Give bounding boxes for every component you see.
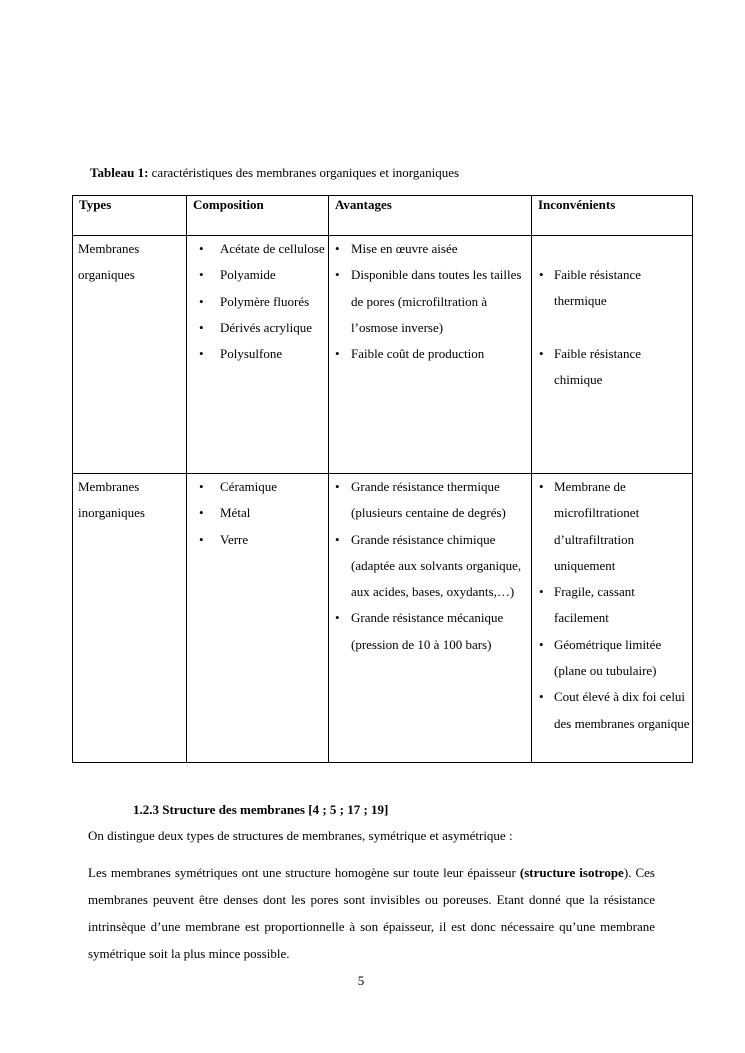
- section-heading: 1.2.3 Structure des membranes [4 ; 5 ; 17 ; 19]: [133, 802, 389, 817]
- composition-list: [187, 474, 328, 553]
- list-item: • Géométrique limitée (plane ou tubulaire): [532, 632, 692, 685]
- para-bold: (structure isotrope: [519, 865, 624, 880]
- list-item: • Acétate de cellulose: [187, 236, 328, 262]
- avantages-list: [329, 474, 531, 658]
- list-item: • Faible résistance thermique: [532, 262, 692, 315]
- row-type-cell: Membranes inorganiques: [73, 474, 187, 763]
- composition-list: [187, 236, 328, 367]
- list-item: • Mise en œuvre aisée: [329, 236, 531, 262]
- header-inconvenients: Inconvénients: [532, 196, 693, 236]
- list-item: • Polysulfone: [187, 341, 328, 367]
- row-type-cell: Membranes organiques: [73, 236, 187, 474]
- header-composition: Composition: [187, 196, 329, 236]
- avantages-cell: [329, 236, 532, 474]
- list-item: • Polymère fluorés: [187, 289, 328, 315]
- list-item: • Dérivés acrylique: [187, 315, 328, 341]
- list-item: • Céramique: [187, 474, 328, 500]
- page-number: 5: [357, 973, 365, 988]
- composition-cell: [187, 236, 329, 474]
- table-header-row: [73, 196, 693, 236]
- avantages-cell: [329, 474, 532, 763]
- body-paragraph: [88, 859, 655, 967]
- table-row: [73, 474, 693, 763]
- table-caption: [90, 165, 459, 181]
- header-avantages: Avantages: [329, 196, 532, 236]
- caption-label: Tableau 1:: [90, 165, 149, 180]
- list-item: • Grande résistance chimique (adaptée aux solvants organique, aux acides, bases, oxydants,…): [329, 527, 531, 606]
- list-item: • Fragile, cassant facilement: [532, 579, 692, 632]
- avantages-list: [329, 236, 531, 367]
- list-item: • Grande résistance mécanique (pression de 10 à 100 bars): [329, 605, 531, 658]
- inconvenients-cell: [532, 474, 693, 763]
- inconvenients-list: [532, 262, 692, 393]
- para-start: Les membranes symétriques ont une structure homogène sur toute leur épaisseur: [88, 865, 520, 880]
- inconvenients-cell: [532, 236, 693, 474]
- para-rest: ). Ces membranes peuvent être denses dont les pores sont invisibles ou poreuses. Etant donné que la résistance intrinsèque d’une membrane est proportionnelle à son épaisseur, il est donc nécessaire qu’une membrane symétrique soit la plus mince possible.: [88, 865, 655, 961]
- header-types: Types: [73, 196, 187, 236]
- list-item: • Verre: [187, 527, 328, 553]
- list-item: • Cout élevé à dix foi celui des membranes organique: [532, 684, 692, 737]
- membranes-table: [72, 195, 693, 763]
- table-row: [73, 236, 693, 474]
- caption-text: caractéristiques des membranes organiques et inorganiques: [148, 165, 460, 180]
- list-item: • Faible coût de production: [329, 341, 531, 367]
- list-item: • Métal: [187, 500, 328, 526]
- composition-cell: [187, 474, 329, 763]
- list-item: • Grande résistance thermique (plusieurs centaine de degrés): [329, 474, 531, 527]
- list-item: • Faible résistance chimique: [532, 341, 692, 394]
- intro-paragraph: On distingue deux types de structures de membranes, symétrique et asymétrique :: [88, 828, 513, 843]
- list-item: • Polyamide: [187, 262, 328, 288]
- list-item: • Membrane de microfiltrationet d’ultrafiltration uniquement: [532, 474, 692, 579]
- list-item: • Disponible dans toutes les tailles de pores (microfiltration à l’osmose inverse): [329, 262, 531, 341]
- inconvenients-list: [532, 474, 692, 737]
